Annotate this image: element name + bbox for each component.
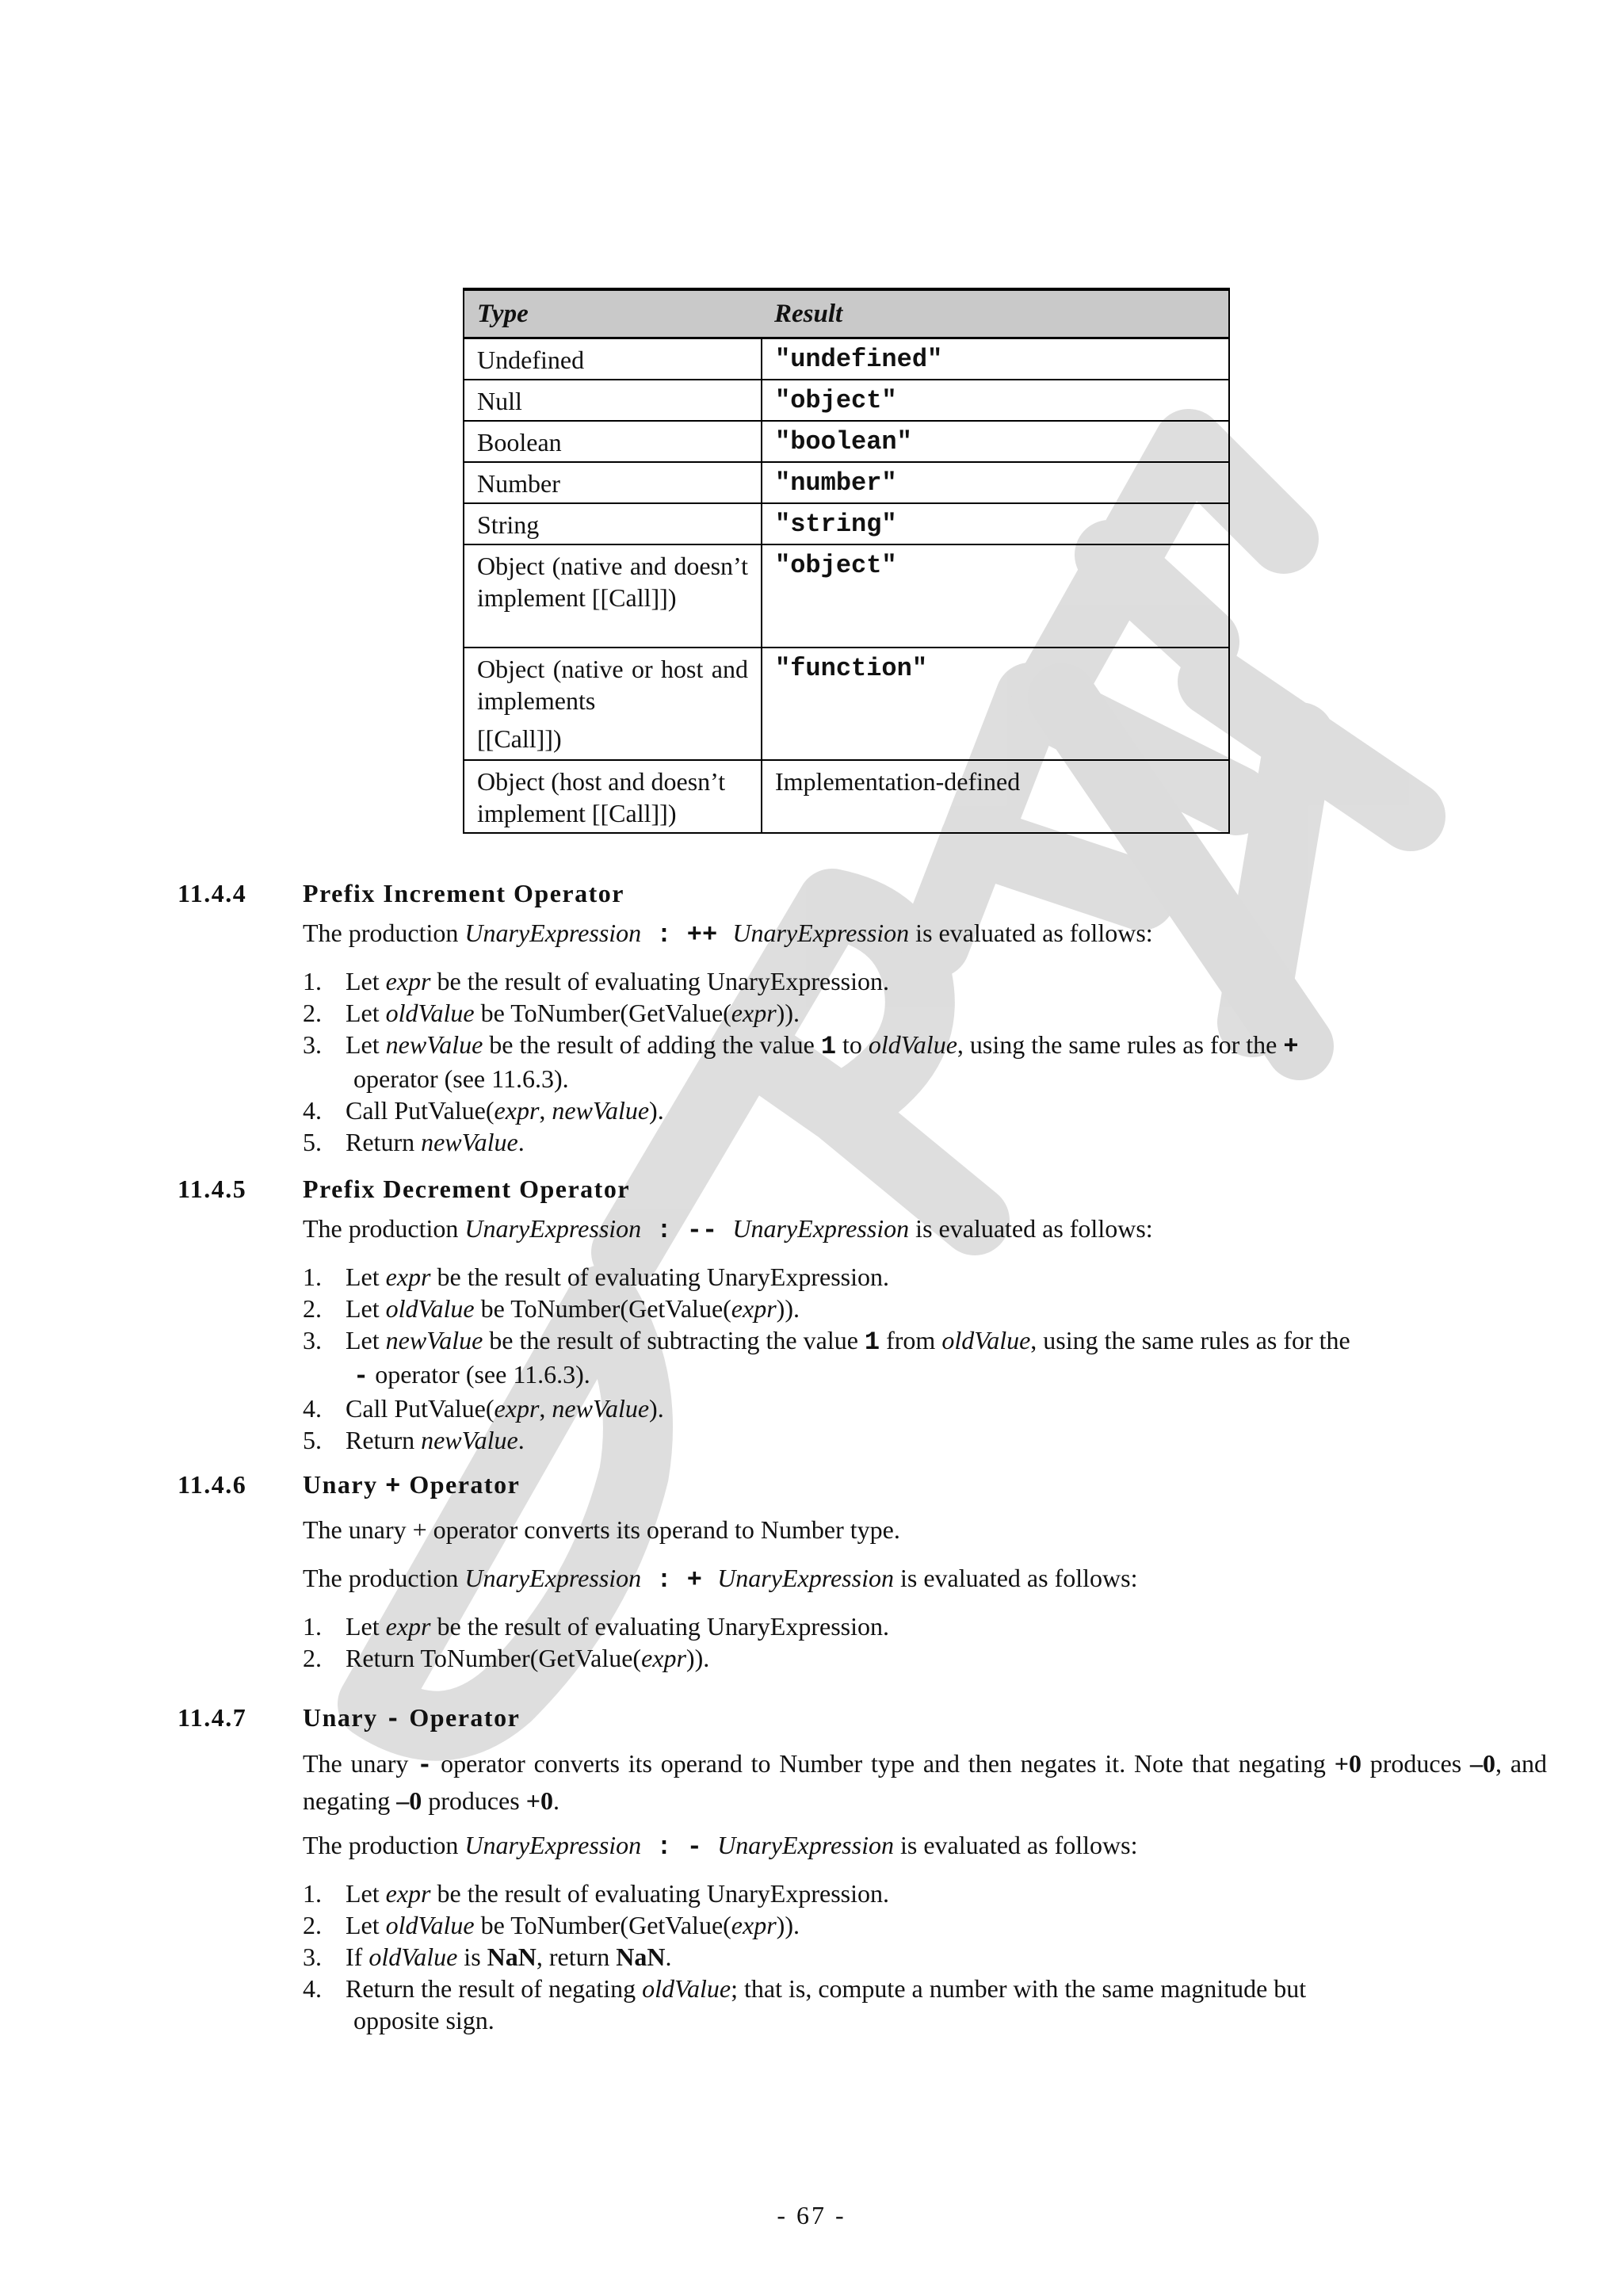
nonterminal: UnaryExpression [717, 1831, 894, 1859]
list-item: 3. If oldValue is NaN, return NaN. [303, 1943, 672, 1971]
type-cell [464, 648, 762, 760]
table-header-row [464, 289, 1229, 338]
list-item: 2. Let oldValue be ToNumber(GetValue(expr)). [303, 999, 800, 1027]
table-row [464, 648, 1229, 760]
text: is evaluated as follows: [893, 1831, 1138, 1859]
type-cell: Object (native and doesn’t implement [[Call]]) [464, 544, 762, 648]
algorithm-steps-11-4-7 [303, 1878, 1547, 2036]
description-paragraph: The unary - operator converts its operand to Number type and then negates it. Note that negating +0 produces –0, and negating –0 produces +0. [303, 1749, 1548, 1815]
production-paragraph [303, 1828, 1547, 1864]
list-item: 1. Let expr be the result of evaluating UnaryExpression. [303, 1263, 889, 1291]
production-paragraph [303, 1212, 1547, 1247]
production-paragraph [303, 1561, 1547, 1597]
list-item: 5. Return newValue. [303, 1128, 525, 1156]
section-number: 11.4.5 [178, 1175, 247, 1203]
list-item: 2. Let oldValue be ToNumber(GetValue(expr)). [303, 1294, 800, 1323]
result-cell: "object" [762, 544, 1229, 648]
nonterminal: UnaryExpression [732, 919, 910, 947]
algorithm-steps-11-4-6 [303, 1610, 1547, 1674]
nonterminal: UnaryExpression [464, 1214, 642, 1243]
result-cell: "function" [762, 648, 1229, 760]
operator-token: : -- [641, 1216, 733, 1245]
list-item: 3. Let newValue be the result of subtracting the value 1 from oldValue, using the same rules as for the - operator (see 11.6.3). [303, 1326, 1350, 1391]
section-number: 11.4.4 [178, 879, 247, 907]
step-number: 3. [303, 1326, 322, 1354]
nonterminal: UnaryExpression [732, 1214, 910, 1243]
step-number: 4. [303, 1394, 322, 1423]
text: The production [303, 1831, 465, 1859]
type-cell: Number [464, 462, 762, 503]
type-cell: Object (host and doesn’t implement [[Call]]) [464, 760, 762, 833]
text: The production [303, 1564, 465, 1592]
step-number: 5. [303, 1426, 322, 1454]
step-number: 3. [303, 1943, 322, 1971]
type-cell: Undefined [464, 338, 762, 380]
table-row [464, 338, 1229, 380]
type-cell: Boolean [464, 421, 762, 462]
text: The production [303, 1214, 465, 1243]
operator-token: : + [641, 1565, 718, 1595]
step-number: 2. [303, 1911, 322, 1939]
operator-token: : - [641, 1832, 718, 1862]
type-cell-line: [[Call]]) [477, 724, 562, 753]
list-item: 5. Return newValue. [303, 1426, 525, 1454]
step-number: 3. [303, 1030, 322, 1059]
result-cell: "boolean" [762, 421, 1229, 462]
type-cell-line: Object (native or host and implements [477, 655, 748, 715]
operator-token: : ++ [641, 920, 733, 949]
section-number: 11.4.6 [178, 1470, 247, 1499]
list-item: 1. Let expr be the result of evaluating UnaryExpression. [303, 1879, 889, 1908]
table-row [464, 760, 1229, 833]
text: is evaluated as follows: [909, 919, 1153, 947]
nonterminal: UnaryExpression [464, 1564, 642, 1592]
description-paragraph: The unary + operator converts its operand to Number type. [303, 1515, 900, 1544]
step-number: 1. [303, 1263, 322, 1291]
table-row [464, 462, 1229, 503]
text: is evaluated as follows: [893, 1564, 1138, 1592]
table-row [464, 380, 1229, 421]
list-item: 4. Return the result of negating oldValue; that is, compute a number with the same magnitude but opposite sign. [303, 1974, 1307, 2034]
algorithm-steps-11-4-4 [303, 965, 1547, 1158]
table-row [464, 503, 1229, 544]
type-cell: Null [464, 380, 762, 421]
list-item: 4. Call PutValue(expr, newValue). [303, 1096, 664, 1125]
algorithm-steps-11-4-5 [303, 1261, 1547, 1456]
step-number: 2. [303, 1294, 322, 1323]
step-number: 2. [303, 999, 322, 1027]
column-header-type: Type [464, 289, 762, 338]
text: is evaluated as follows: [909, 1214, 1153, 1243]
column-header-result: Result [762, 289, 1229, 338]
step-number: 1. [303, 967, 322, 995]
page-number: - 67 - [777, 2201, 846, 2229]
section-title: Prefix Decrement Operator [303, 1175, 631, 1203]
step-number: 4. [303, 1096, 322, 1125]
result-cell: "undefined" [762, 338, 1229, 380]
list-item: 2. Return ToNumber(GetValue(expr)). [303, 1644, 710, 1672]
section-title: Unary + Operator [303, 1470, 521, 1501]
result-cell: Implementation-defined [762, 760, 1229, 833]
step-number: 1. [303, 1879, 322, 1908]
list-item: 4. Call PutValue(expr, newValue). [303, 1394, 664, 1423]
list-item: 1. Let expr be the result of evaluating UnaryExpression. [303, 967, 889, 995]
nonterminal: UnaryExpression [464, 919, 642, 947]
step-number: 5. [303, 1128, 322, 1156]
result-cell: "number" [762, 462, 1229, 503]
section-title: Prefix Increment Operator [303, 879, 624, 907]
step-number: 2. [303, 1644, 322, 1672]
table-row [464, 544, 1229, 648]
type-cell: String [464, 503, 762, 544]
result-cell: "object" [762, 380, 1229, 421]
section-title: Unary - Operator [303, 1703, 521, 1734]
step-number: 1. [303, 1612, 322, 1641]
result-cell: "string" [762, 503, 1229, 544]
step-number: 4. [303, 1974, 322, 2003]
table-row [464, 421, 1229, 462]
section-number: 11.4.7 [178, 1703, 247, 1732]
nonterminal: UnaryExpression [464, 1831, 642, 1859]
typeof-result-table [463, 288, 1230, 834]
list-item: 3. Let newValue be the result of adding the value 1 to oldValue, using the same rules as for the + operator (see 11.6.3). [303, 1030, 1299, 1093]
list-item: 2. Let oldValue be ToNumber(GetValue(expr)). [303, 1911, 800, 1939]
list-item: 1. Let expr be the result of evaluating UnaryExpression. [303, 1612, 889, 1641]
production-paragraph [303, 916, 1547, 952]
nonterminal: UnaryExpression [717, 1564, 894, 1592]
text: The production [303, 919, 465, 947]
